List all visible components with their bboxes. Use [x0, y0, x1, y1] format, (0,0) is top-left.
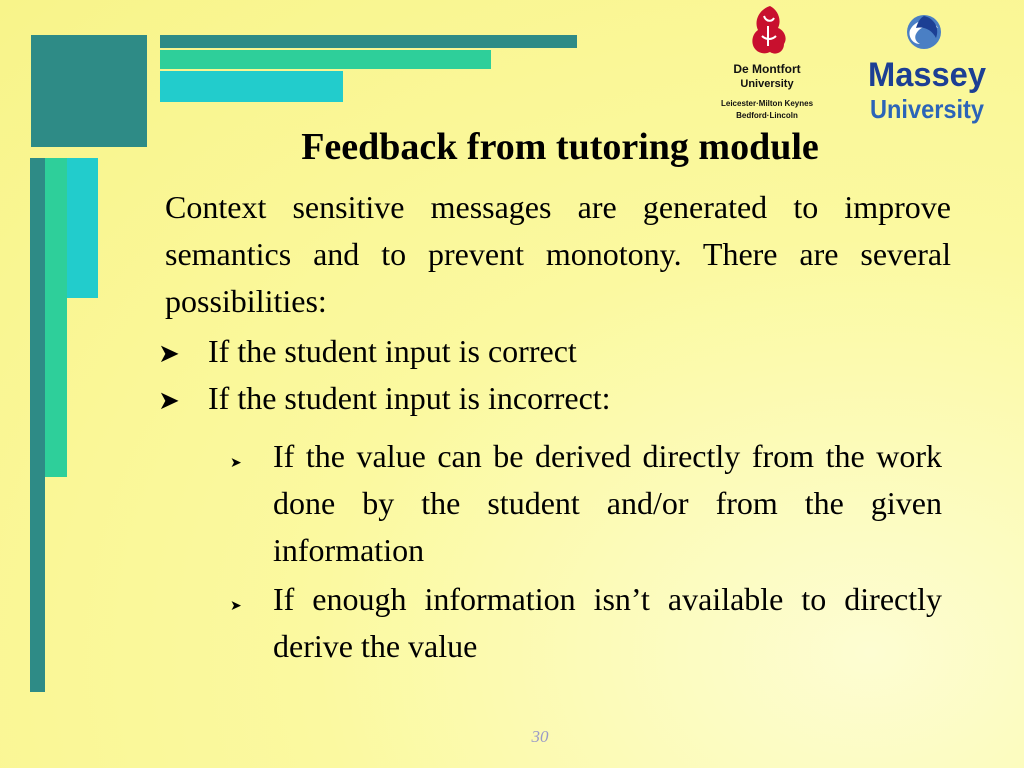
arrow-bullet-icon: ➤ [158, 386, 180, 416]
page-number: 30 [531, 727, 549, 746]
bullet-item-correct [158, 328, 958, 378]
decor-square [31, 35, 147, 147]
massey-university-logo [866, 8, 988, 128]
decor-bar-middle [160, 50, 491, 69]
decor-bar-bottom [160, 71, 343, 102]
dmu-campuses-line2: Bedford·Lincoln [736, 111, 798, 120]
small-arrow-bullet-icon: ➤ [230, 455, 242, 471]
decor-vertical-bar-green [45, 158, 67, 477]
arrow-bullet-icon: ➤ [158, 339, 180, 369]
decor-bar-top [160, 35, 577, 48]
lion-emblem-icon [752, 6, 785, 54]
decor-vertical-bar-dark [30, 158, 45, 692]
dmu-name: De Montfort [733, 62, 801, 76]
sub-bullet-text: If enough information isn’t available to directly derive the value [273, 581, 942, 664]
massey-university-name: University [870, 94, 985, 124]
sub-bullet-text: If the value can be derived directly from the work done by the student and/or from the given information [273, 438, 942, 568]
massey-name: Massey [868, 56, 987, 94]
de-montfort-university-logo [688, 2, 846, 126]
decor-vertical-bar-cyan [67, 158, 98, 298]
massey-swirl-icon [907, 15, 941, 49]
small-arrow-bullet-icon: ➤ [230, 598, 242, 614]
sub-bullet-item-derivable [230, 433, 942, 574]
bullet-item-incorrect [158, 375, 958, 425]
bullet-text: If the student input is incorrect: [208, 380, 611, 416]
intro-paragraph: Context sensitive messages are generated to improve semantics and to prevent monotony. There are several possibilities: [165, 189, 951, 319]
dmu-campuses-line1: Leicester·Milton Keynes [720, 99, 814, 108]
bullet-text: If the student input is correct [208, 333, 577, 369]
dmu-name-university: University [740, 78, 794, 90]
slide-title: Feedback from tutoring module [301, 126, 819, 168]
sub-bullet-item-not-available [230, 576, 942, 670]
